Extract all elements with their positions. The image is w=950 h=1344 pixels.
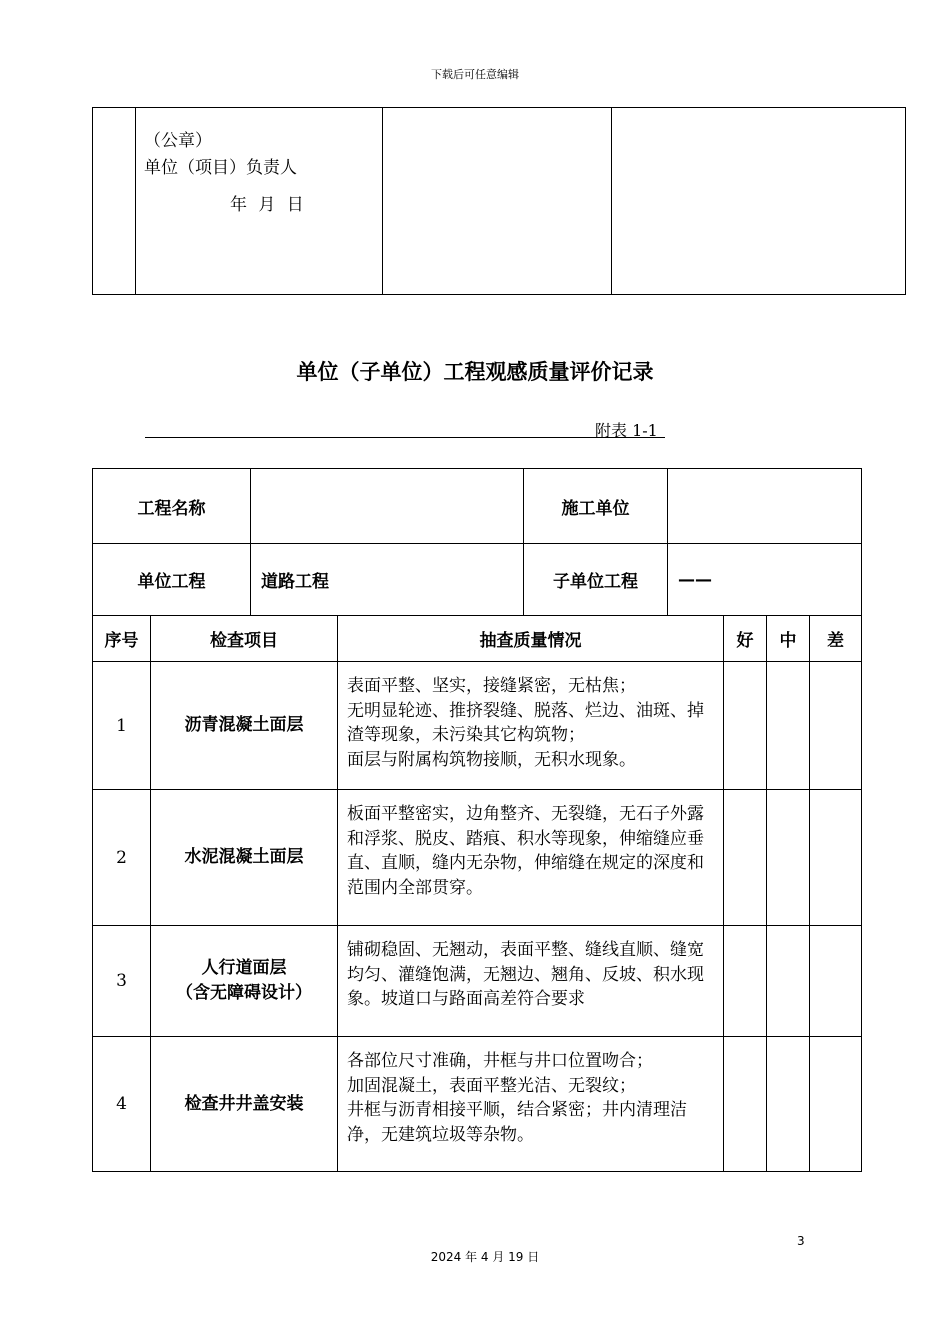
header-poor: 差 [810,616,862,662]
unit-project-value: 道路工程 [251,544,524,616]
signature-cell-3 [612,108,906,295]
row-item-line1: 人行道面层 [201,958,287,978]
table-row [93,790,862,926]
description-line: 无明显轮迹、推挤裂缝、脱落、烂边、油斑、掉渣等现象，未污染其它构筑物； [347,700,704,745]
responsible-person-label: 单位（项目）负责人 [144,158,297,178]
row-item [151,926,338,1037]
row-item-line2: （含无障碍设计） [176,983,312,1003]
attachment-rule [145,437,665,438]
header-medium: 中 [767,616,810,662]
subunit-project-value: —— [668,544,862,616]
signature-cell-2 [383,108,612,295]
row-item: 沥青混凝土面层 [151,662,338,790]
description-line: 铺砌稳固、无翘动，表面平整、缝线直顺、缝宽均匀、灌缝饱满，无翘边、翘角、反坡、积水现象。坡道口与路面高差符合要求 [347,940,704,1009]
page-title: 单位（子单位）工程观感质量评价记录 [296,360,654,384]
description-line: 板面平整密实，边角整齐、无裂缝，无石子外露和浮浆、脱皮、踏痕、积水等现象，伸缩缝应垂直、直顺，缝内无杂物，伸缩缝在规定的深度和范围内全部贯穿。 [347,804,704,898]
rating-good-cell[interactable] [724,1037,767,1172]
rating-good-cell[interactable] [724,790,767,926]
row-description [338,926,724,1037]
rating-poor-cell[interactable] [810,662,862,790]
header-item: 检查项目 [151,616,338,662]
rating-good-cell[interactable] [724,926,767,1037]
row-description [338,662,724,790]
row-description [338,1037,724,1172]
table-row [93,926,862,1037]
rating-good-cell[interactable] [724,662,767,790]
row-number: 2 [93,790,151,926]
header-no: 序号 [93,616,151,662]
date-label: 年 月 日 [230,195,307,215]
row-item: 水泥混凝土面层 [151,790,338,926]
inspection-table [92,615,862,1172]
page-number: 3 [797,1234,805,1248]
row-number: 3 [93,926,151,1037]
header-quality: 抽查质量情况 [338,616,724,662]
rating-medium-cell[interactable] [767,790,810,926]
table-row [93,1037,862,1172]
project-info-table [92,468,862,616]
rating-poor-cell[interactable] [810,790,862,926]
contractor-label: 施工单位 [524,469,668,544]
footer-date: 2024 年 4 月 19 日 [430,1250,540,1264]
header-good: 好 [724,616,767,662]
row-number: 1 [93,662,151,790]
description-line: 各部位尺寸准确，井框与井口位置吻合； [347,1051,653,1071]
description-line: 井框与沥青相接平顺，结合紧密；井内清理洁净，无建筑垃圾等杂物。 [347,1100,687,1145]
row-description [338,790,724,926]
project-name-value [251,469,524,544]
header-note: 下载后可任意编辑 [431,68,519,81]
row-item: 检查井井盖安装 [151,1037,338,1172]
rating-medium-cell[interactable] [767,662,810,790]
attachment-label: 附表 1-1 [595,421,658,440]
row-number: 4 [93,1037,151,1172]
rating-poor-cell[interactable] [810,1037,862,1172]
contractor-value [668,469,862,544]
inspection-header-row [93,616,862,662]
project-name-label: 工程名称 [93,469,251,544]
unit-project-label: 单位工程 [93,544,251,616]
description-line: 面层与附属构筑物接顺，无积水现象。 [347,749,636,770]
signature-cell-blank [93,108,136,295]
signature-cell [136,108,383,295]
rating-medium-cell[interactable] [767,1037,810,1172]
table-row [93,662,862,790]
description-line: 加固混凝土，表面平整光洁、无裂纹； [347,1075,636,1096]
rating-medium-cell[interactable] [767,926,810,1037]
seal-label: （公章） [144,131,212,151]
description-line: 表面平整、坚实，接缝紧密，无枯焦； [347,676,636,696]
rating-poor-cell[interactable] [810,926,862,1037]
signature-table [92,107,906,295]
subunit-project-label: 子单位工程 [524,544,668,616]
